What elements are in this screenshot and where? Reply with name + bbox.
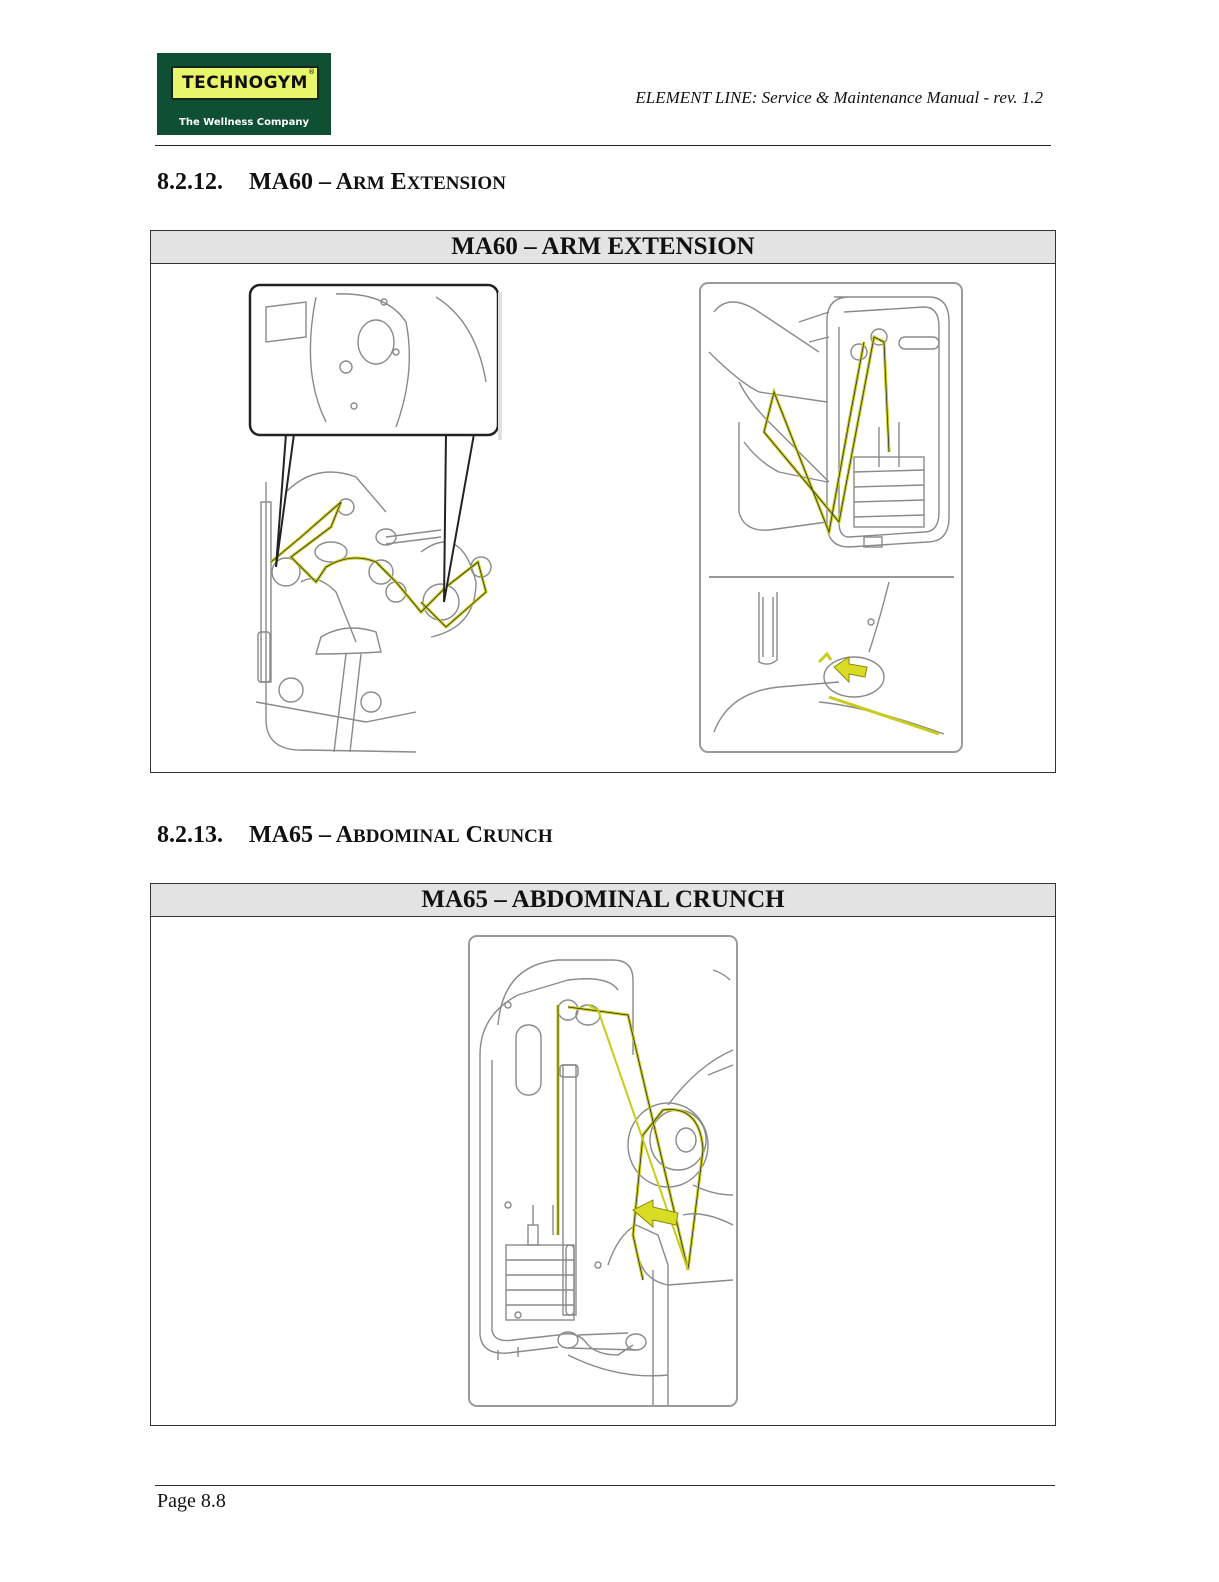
ma60-weight-stack-illustration	[699, 282, 964, 754]
section-word-1-cap: A	[335, 822, 354, 848]
figure-table-body	[151, 917, 1055, 1426]
logo-wordmark: TECHNOGYM	[182, 73, 308, 93]
section-word-1-rest: RM	[353, 173, 385, 194]
section-model: MA65 –	[249, 822, 331, 848]
logo-tagline: The Wellness Company	[179, 117, 309, 128]
section-word-2-cap: C	[465, 822, 483, 848]
figure-table-header: MA65 – ABDOMINAL CRUNCH	[151, 884, 1055, 917]
section-word-2-cap: E	[390, 169, 407, 195]
footer-rule	[155, 1485, 1055, 1486]
page-number: Page 8.8	[157, 1490, 226, 1512]
technogym-logo	[157, 53, 331, 135]
figure-table-ma65	[150, 883, 1056, 1426]
document-title: ELEMENT LINE: Service & Maintenance Manual - rev. 1.2	[635, 88, 1043, 107]
section-model: MA60 –	[249, 169, 331, 195]
section-word-2-rest: RUNCH	[482, 826, 553, 847]
registered-mark-icon: ®	[308, 68, 315, 76]
section-number: 8.2.13.	[157, 822, 223, 848]
section-word-2-rest: XTENSION	[406, 173, 506, 194]
figure-table-body	[151, 264, 1055, 773]
section-heading-ma60	[157, 169, 506, 196]
figure-table-header: MA60 – ARM EXTENSION	[151, 231, 1055, 264]
ma60-machine-illustration	[246, 282, 511, 757]
section-word-1-cap: A	[335, 169, 354, 195]
ma65-machine-illustration	[468, 935, 740, 1409]
header-rule	[155, 145, 1051, 146]
section-number: 8.2.12.	[157, 169, 223, 195]
figure-table-ma60	[150, 230, 1056, 773]
section-heading-ma65	[157, 822, 553, 849]
section-word-1-rest: BDOMINAL	[353, 826, 460, 847]
logo-plate	[171, 66, 319, 100]
